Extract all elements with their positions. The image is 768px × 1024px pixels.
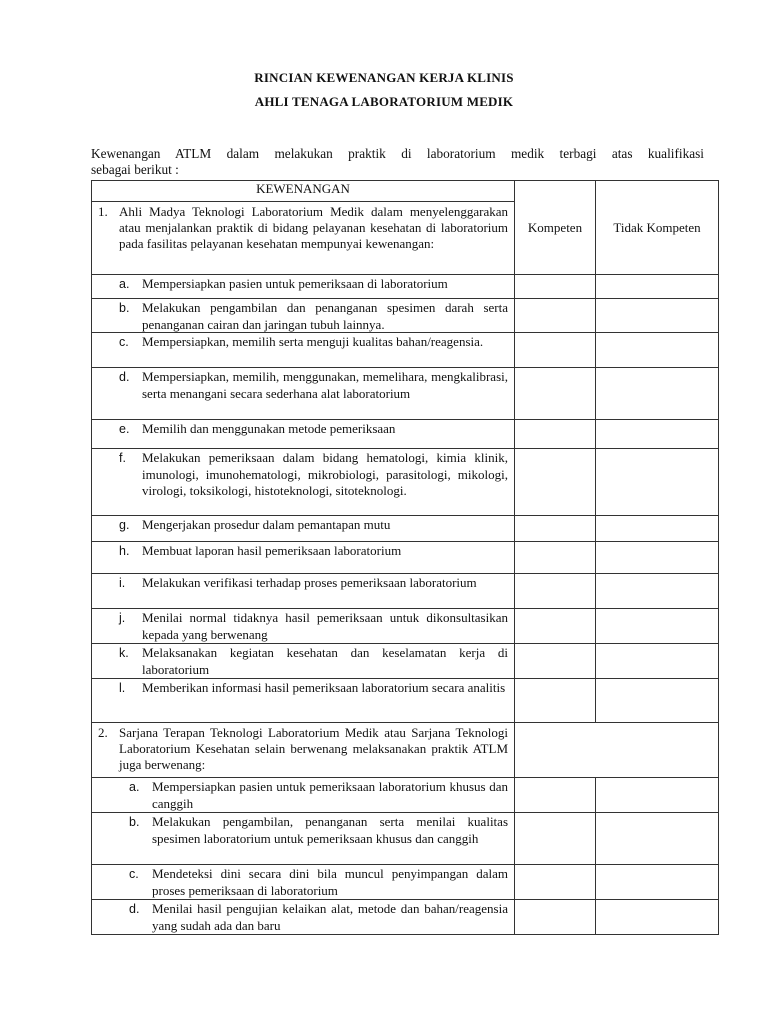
- item-text: Memilih dan menggunakan metode pemeriksaan: [142, 421, 396, 436]
- item-letter: f.: [119, 451, 126, 465]
- document-title: RINCIAN KEWENANGAN KERJA KLINIS: [254, 70, 514, 85]
- item-letter: c.: [129, 867, 139, 881]
- tidak-kompeten-checkbox-cell[interactable]: [596, 644, 719, 679]
- section-2-blank-cell: [515, 723, 719, 778]
- kompeten-checkbox-cell[interactable]: [515, 275, 596, 299]
- intro-line-2: sebagai berikut :: [91, 162, 179, 177]
- item-letter: l.: [119, 681, 126, 695]
- tidak-kompeten-checkbox-cell[interactable]: [596, 813, 719, 865]
- kompeten-checkbox-cell[interactable]: [515, 333, 596, 368]
- tidak-kompeten-checkbox-cell[interactable]: [596, 368, 719, 420]
- header-kewenangan: KEWENANGAN: [92, 181, 515, 202]
- kompeten-checkbox-cell[interactable]: [515, 420, 596, 449]
- item-letter: c.: [119, 335, 129, 349]
- item-cell: [92, 609, 515, 644]
- item-letter: i.: [119, 576, 126, 590]
- intro-paragraph: [91, 146, 704, 178]
- kompeten-checkbox-cell[interactable]: [515, 368, 596, 420]
- tidak-kompeten-checkbox-cell[interactable]: [596, 299, 719, 333]
- tidak-kompeten-checkbox-cell[interactable]: [596, 516, 719, 542]
- table-row: [92, 275, 719, 299]
- tidak-kompeten-checkbox-cell[interactable]: [596, 449, 719, 516]
- item-cell: [92, 865, 515, 900]
- kompeten-checkbox-cell[interactable]: [515, 813, 596, 865]
- item-letter: b.: [119, 301, 130, 315]
- table-row: [92, 813, 719, 865]
- table-row: [92, 644, 719, 679]
- item-cell: [92, 368, 515, 420]
- item-text: Menilai hasil pengujian kelaikan alat, metode dan bahan/reagensia yang sudah ada dan baru: [152, 901, 508, 933]
- item-text: Mendeteksi dini secara dini bila muncul penyimpangan dalam proses pemeriksaan di laboratorium: [152, 866, 508, 898]
- tidak-kompeten-checkbox-cell[interactable]: [596, 865, 719, 900]
- item-cell: [92, 542, 515, 574]
- tidak-kompeten-checkbox-cell[interactable]: [596, 609, 719, 644]
- table-row: [92, 574, 719, 609]
- tidak-kompeten-checkbox-cell[interactable]: [596, 574, 719, 609]
- kompeten-checkbox-cell[interactable]: [515, 299, 596, 333]
- table-row: [92, 679, 719, 723]
- document-subtitle: AHLI TENAGA LABORATORIUM MEDIK: [254, 94, 514, 109]
- kompeten-checkbox-cell[interactable]: [515, 644, 596, 679]
- item-text: Melakukan pengambilan, penanganan serta menilai kualitas spesimen laboratorium untuk pemeriksaan khusus dan canggih: [152, 814, 508, 846]
- table-row: [92, 368, 719, 420]
- item-letter: a.: [119, 277, 130, 291]
- kompeten-checkbox-cell[interactable]: [515, 574, 596, 609]
- item-cell: [92, 449, 515, 516]
- section-2-number: 2.: [98, 725, 108, 740]
- item-text: Mengerjakan prosedur dalam pemantapan mutu: [142, 517, 391, 532]
- kompeten-checkbox-cell[interactable]: [515, 900, 596, 935]
- table-row: [92, 778, 719, 813]
- item-text: Melakukan pemeriksaan dalam bidang hematologi, kimia klinik, imunologi, imunohematologi, mikrobiologi, parasitologi, mikologi, virologi, toksikologi, histoteknologi, sitoteknologi.: [142, 450, 508, 498]
- item-cell: [92, 813, 515, 865]
- item-cell: [92, 778, 515, 813]
- table-row: [92, 333, 719, 368]
- item-cell: [92, 679, 515, 723]
- section-1-number: 1.: [98, 204, 108, 219]
- item-text: Mempersiapkan, memilih, menggunakan, memelihara, mengkalibrasi, serta menangani secara sederhana alat laboratorium: [142, 369, 508, 401]
- competency-table: [91, 180, 719, 935]
- item-cell: [92, 333, 515, 368]
- item-text: Menilai normal tidaknya hasil pemeriksaan untuk dikonsultasikan kepada yang berwenang: [142, 610, 508, 642]
- item-text: Mempersiapkan pasien untuk pemeriksaan laboratorium khusus dan canggih: [152, 779, 508, 811]
- section-1-text: Ahli Madya Teknologi Laboratorium Medik dalam menyelenggarakan atau menjalankan praktik di bidang pelayanan kesehatan di laboratorium pada fasilitas pelayanan kesehatan mempunyai kewenangan:: [119, 204, 508, 251]
- table-row: [92, 865, 719, 900]
- table-row: [92, 542, 719, 574]
- tidak-kompeten-checkbox-cell[interactable]: [596, 778, 719, 813]
- table-row: [92, 516, 719, 542]
- item-text: Membuat laporan hasil pemeriksaan laboratorium: [142, 543, 402, 558]
- item-text: Mempersiapkan, memilih serta menguji kualitas bahan/reagensia.: [142, 334, 484, 349]
- item-letter: a.: [129, 780, 140, 794]
- kompeten-checkbox-cell[interactable]: [515, 516, 596, 542]
- item-cell: [92, 644, 515, 679]
- section-2-row: [92, 723, 719, 778]
- kompeten-checkbox-cell[interactable]: [515, 865, 596, 900]
- item-letter: h.: [119, 544, 130, 558]
- item-cell: [92, 574, 515, 609]
- item-cell: [92, 275, 515, 299]
- tidak-kompeten-checkbox-cell[interactable]: [596, 900, 719, 935]
- item-cell: [92, 900, 515, 935]
- tidak-kompeten-checkbox-cell[interactable]: [596, 333, 719, 368]
- table-row: [92, 609, 719, 644]
- table-row: [92, 299, 719, 333]
- header-kompeten: Kompeten: [515, 181, 596, 275]
- item-cell: [92, 420, 515, 449]
- item-cell: [92, 299, 515, 333]
- item-letter: g.: [119, 518, 130, 532]
- kompeten-checkbox-cell[interactable]: [515, 449, 596, 516]
- table-row: [92, 449, 719, 516]
- item-letter: j.: [119, 611, 126, 625]
- tidak-kompeten-checkbox-cell[interactable]: [596, 542, 719, 574]
- item-text: Melakukan verifikasi terhadap proses pemeriksaan laboratorium: [142, 575, 477, 590]
- item-letter: k.: [119, 646, 129, 660]
- table-header-row: [92, 181, 719, 202]
- table-row: [92, 900, 719, 935]
- tidak-kompeten-checkbox-cell[interactable]: [596, 679, 719, 723]
- section-1-cell: [92, 202, 515, 275]
- tidak-kompeten-checkbox-cell[interactable]: [596, 275, 719, 299]
- kompeten-checkbox-cell[interactable]: [515, 609, 596, 644]
- item-letter: b.: [129, 815, 140, 829]
- item-letter: d.: [129, 902, 140, 916]
- kompeten-checkbox-cell[interactable]: [515, 542, 596, 574]
- section-2-text: Sarjana Terapan Teknologi Laboratorium Medik atau Sarjana Teknologi Laboratorium Kesehatan selain berwenang melaksanakan praktik ATLM juga berwenang:: [119, 725, 508, 772]
- kompeten-checkbox-cell[interactable]: [515, 679, 596, 723]
- intro-line-1: Kewenangan ATLM dalam melakukan praktik di laboratorium medik terbagi atas kualifikasi: [91, 146, 704, 161]
- item-text: Memberikan informasi hasil pemeriksaan laboratorium secara analitis: [142, 680, 506, 695]
- header-tidak-kompeten: Tidak Kompeten: [596, 181, 719, 275]
- table-row: [92, 420, 719, 449]
- item-letter: e.: [119, 422, 130, 436]
- item-letter: d.: [119, 370, 130, 384]
- item-text: Mempersiapkan pasien untuk pemeriksaan di laboratorium: [142, 276, 448, 291]
- item-text: Melaksanakan kegiatan kesehatan dan keselamatan kerja di laboratorium: [142, 645, 508, 677]
- tidak-kompeten-checkbox-cell[interactable]: [596, 420, 719, 449]
- section-2-cell: [92, 723, 515, 778]
- item-text: Melakukan pengambilan dan penanganan spesimen darah serta penanganan cairan dan jaringan tubuh lainnya.: [142, 300, 508, 332]
- item-cell: [92, 516, 515, 542]
- kompeten-checkbox-cell[interactable]: [515, 778, 596, 813]
